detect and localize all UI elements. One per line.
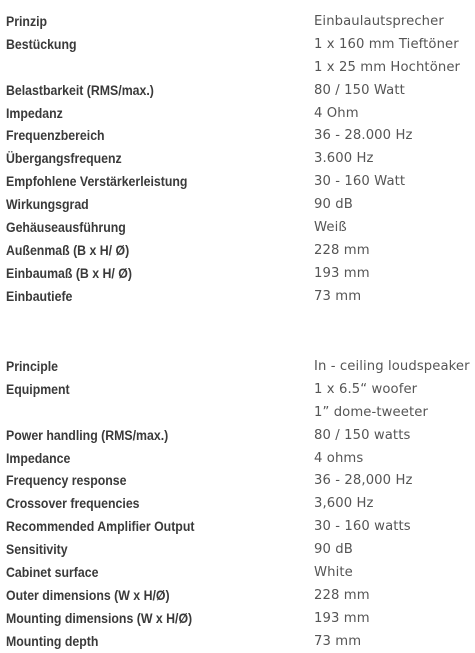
spec-value: 36 - 28.000 Hz [314,128,413,144]
spec-row [6,607,475,630]
spec-value: 228 mm [314,242,370,258]
spec-value: 228 mm [314,587,370,603]
spec-value: 73 mm [314,633,362,649]
spec-row [6,124,475,147]
spec-value: 90 dB [314,197,353,213]
spec-label: Außenmaß (B x H/ Ø) [6,242,130,258]
spec-label: Outer dimensions (W x H/Ø) [6,587,170,603]
spec-row [6,538,475,561]
spec-value: 1” dome-tweeter [314,404,428,420]
spec-row [6,561,475,584]
spec-value: 193 mm [314,265,370,281]
spec-row [6,193,475,216]
spec-label: Gehäuseausführung [6,219,126,235]
spec-label: Sensitivity [6,542,68,558]
spec-row [6,630,475,653]
spec-row [6,401,475,424]
spec-label: Einbautiefe [6,288,73,304]
spec-row [6,355,475,378]
spec-label: Recommended Amplifier Output [6,519,195,535]
spec-value: 30 - 160 watts [314,519,411,535]
spec-row [6,285,475,308]
spec-value: Einbaulautsprecher [314,13,444,29]
spec-row [6,378,475,401]
spec-row [6,33,475,56]
spec-value: 4 ohms [314,450,364,466]
spec-value: 3.600 Hz [314,151,374,167]
spec-label: Wirkungsgrad [6,197,89,213]
spec-label: Impedanz [6,105,63,121]
spec-value: 36 - 28,000 Hz [314,473,413,489]
spec-label: Frequency response [6,473,127,489]
spec-value: 1 x 160 mm Tieftöner [314,36,459,52]
spec-label: Übergangsfrequenz [6,151,122,167]
spec-label: Mounting depth [6,633,99,649]
spec-label: Empfohlene Verstärkerleistung [6,174,188,190]
spec-value: 73 mm [314,288,362,304]
spec-row [6,424,475,447]
spec-label: Einbaumaß (B x H/ Ø) [6,265,132,281]
spec-label: Principle [6,358,59,374]
spec-value: 1 x 25 mm Hochtöner [314,59,461,75]
spec-row [6,584,475,607]
spec-row [6,216,475,239]
spec-row [6,10,475,33]
spec-row [6,79,475,102]
spec-value: 30 - 160 Watt [314,174,406,190]
spec-table-english [6,355,475,653]
spec-row [6,262,475,285]
spec-label: Mounting dimensions (W x H/Ø) [6,610,193,626]
spec-value: 193 mm [314,610,370,626]
spec-row [6,56,475,79]
spec-label: Prinzip [6,13,48,29]
spec-row [6,447,475,470]
spec-value: Weiß [314,219,347,235]
spec-value: 4 Ohm [314,105,359,121]
spec-row [6,102,475,125]
spec-value: White [314,564,353,580]
spec-row [6,492,475,515]
spec-label: Frequenzbereich [6,128,105,144]
spec-row [6,170,475,193]
spec-label: Power handling (RMS/max.) [6,427,169,443]
spec-value: In - ceiling loudspeaker [314,358,470,374]
spec-value: 80 / 150 watts [314,427,411,443]
spec-row [6,239,475,262]
spec-label: Bestückung [6,36,77,52]
spec-value: 80 / 150 Watt [314,82,405,98]
spec-value: 1 x 6.5“ woofer [314,381,418,397]
spec-label: Cabinet surface [6,564,99,580]
spec-table-german [6,10,475,308]
spec-row [6,515,475,538]
spec-label: Belastbarkeit (RMS/max.) [6,82,154,98]
spec-value: 90 dB [314,542,353,558]
spec-row [6,147,475,170]
spec-label: Crossover frequencies [6,496,140,512]
spec-label: Impedance [6,450,71,466]
spec-label: Equipment [6,381,70,397]
spec-value: 3,600 Hz [314,496,374,512]
spec-row [6,469,475,492]
